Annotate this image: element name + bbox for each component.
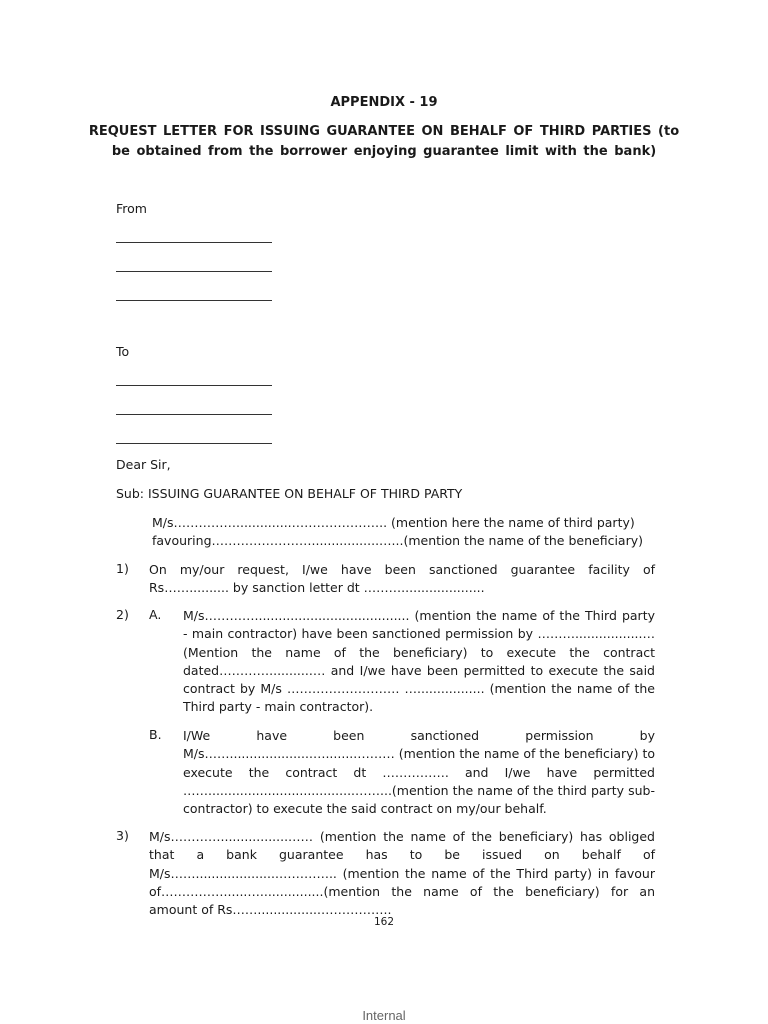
from-address-line-3 bbox=[116, 300, 272, 301]
item-2-number: 2) bbox=[116, 607, 129, 622]
appendix-title: APPENDIX - 19 bbox=[330, 95, 438, 110]
letter-heading-line-1: REQUEST LETTER FOR ISSUING GUARANTEE ON BEHALF OF THIRD PARTIES (to bbox=[88, 124, 680, 139]
salutation: Dear Sir, bbox=[116, 457, 171, 472]
from-address-line-2 bbox=[116, 271, 272, 272]
item-1-number: 1) bbox=[116, 561, 129, 576]
classification-footer: Internal bbox=[362, 1008, 406, 1023]
to-label: To bbox=[116, 344, 130, 359]
item-2a-text: M/s…………....................................... (mention the name of the Third party - main contractor) have been sanctioned permission by ……….................…(Mention the name of the beneficiary) to execute the contract dated…………...........… and I/we have been permitted to execute the said contract by M/s ……………………… …................. (mention the name of the Third party - main contractor). bbox=[183, 608, 655, 715]
to-address-line-3 bbox=[116, 443, 272, 444]
page-number: 162 bbox=[373, 916, 395, 928]
subject-line: Sub: ISSUING GUARANTEE ON BEHALF OF THIRD PARTY bbox=[116, 486, 463, 501]
to-address-line-2 bbox=[116, 414, 272, 415]
from-address-line-1 bbox=[116, 242, 272, 243]
favouring-line: favouring…………………….................…...(mention the name of the beneficiary) bbox=[152, 533, 643, 548]
item-2b-text: I/We have been sanctioned permission by M/s…….....................…........……… (mention the name of the beneficiary) to execute the contract dt ……………. and I/we have permitted …….....................................……...(mention the name of the third party sub-contractor) to execute the said contract on my/our behalf. bbox=[183, 728, 655, 817]
item-2a-letter: A. bbox=[149, 607, 162, 622]
to-address-line-1 bbox=[116, 385, 272, 386]
item-3-number: 3) bbox=[116, 828, 129, 843]
item-1-text: On my/our request, I/we have been sanctioned guarantee facility of Rs…….......... by sanction letter dt ………..................... bbox=[149, 562, 655, 596]
letter-heading-line-2: be obtained from the borrower enjoying guarantee limit with the bank) bbox=[111, 144, 657, 159]
item-3-text: M/s………….................…… (mention the name of the beneficiary) has obliged that a bank guarantee has to be issued on behalf of M/s…….....................………….. (mention the name of the Third party) in favour of……………......…................(mention the name of the beneficiary) for an amount of Rs……................…………….. bbox=[149, 829, 655, 918]
from-label: From bbox=[116, 201, 147, 216]
item-2b-letter: B. bbox=[149, 727, 162, 742]
third-party-line: M/s……………..............………………….. (mention here the name of third party) bbox=[152, 515, 635, 530]
